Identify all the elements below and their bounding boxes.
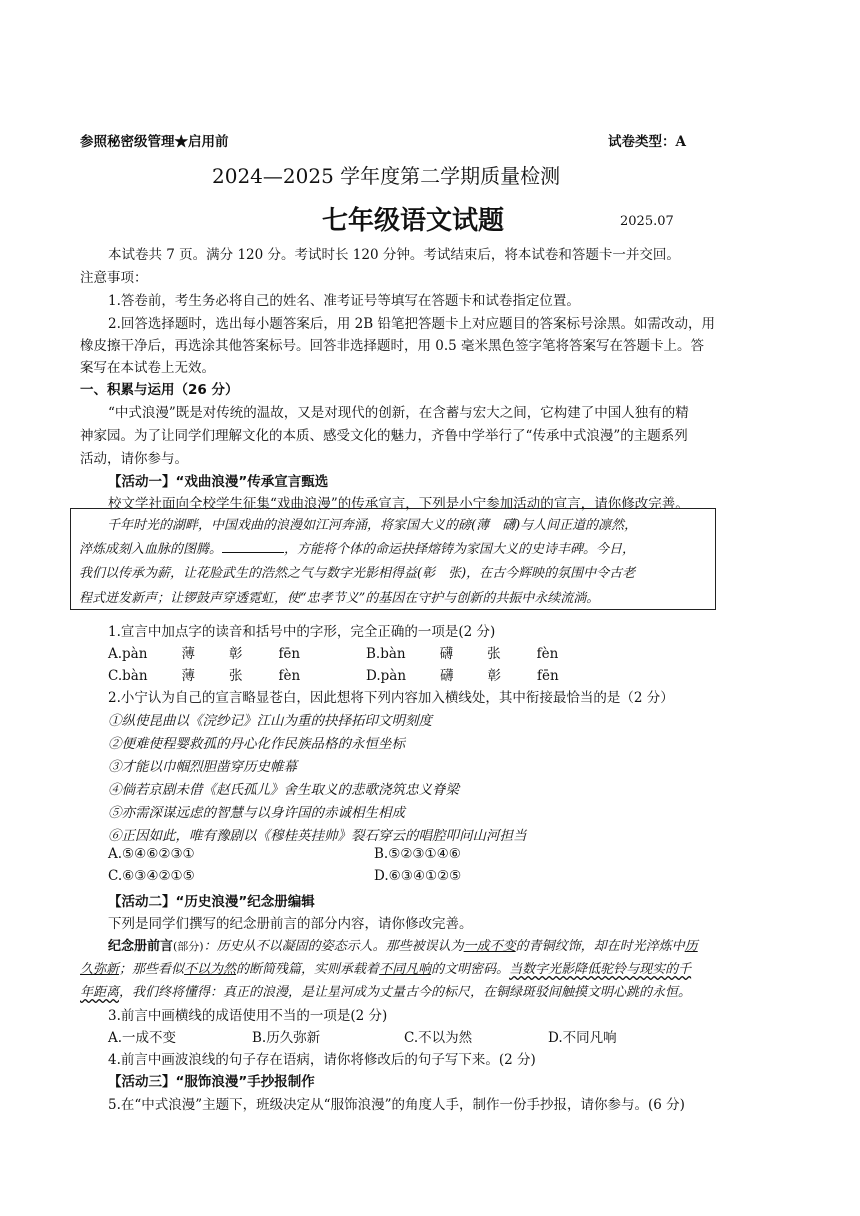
activity-2-heading: 【活动二】“历史浪漫”纪念册编辑 <box>108 894 315 910</box>
q1-option-d: D.pàn 礴 彰 fēn <box>366 668 559 684</box>
exam-date: 2025.07 <box>620 214 674 229</box>
q2-option-c: C.⑥③④②①⑤ <box>108 868 195 884</box>
passage-line-2-start: 淬炼成刻入血脉的图腾。 <box>79 542 223 557</box>
paper-type: 试卷类型：A <box>608 134 686 150</box>
q1-option-a: A.pàn 薄 彰 fēn <box>108 646 301 662</box>
q2-option-d: D.⑥③④①②⑤ <box>374 868 462 884</box>
q2-item-4: ④倘若京剧未借《赵氏孤儿》舍生取义的悲歌浇筑忠义脊梁 <box>108 782 459 798</box>
activity-1-desc: 校文学社面向全校学生征集“戏曲浪漫”的传承宣言，下列是小宁参加活动的宣言，请你修改完善。 <box>108 496 689 512</box>
idiom-1: 一成不变 <box>463 939 516 954</box>
idiom-2-end: 久弥新 <box>80 962 120 977</box>
q2-item-3: ③才能以巾帼烈胆凿穿历史帷幕 <box>108 759 297 775</box>
activity-2-desc: 下列是同学们撰写的纪念册前言的部分内容，请你修改完善。 <box>108 916 473 932</box>
question-1-stem: 1.宣言中加点字的读音和括号中的字形，完全正确的一项是(2 分) <box>108 624 496 640</box>
passage-line-1: 千年时光的湖畔，中国戏曲的浪漫如江河奔涌，将家国大义的磅(薄 礴)与人间正道的凛然， <box>107 518 638 533</box>
wavy-sentence-end: 年距离 <box>80 985 120 1000</box>
q2-option-b: B.⑤②③①④⑥ <box>374 846 461 862</box>
fill-in-blank <box>222 540 284 553</box>
q2-item-1: ①纵使昆曲以《浣纱记》江山为重的抉择拓印文明刻度 <box>108 713 432 729</box>
section-1-heading: 一、积累与运用（26 分） <box>80 382 239 398</box>
page-title: 七年级语文试题 <box>322 206 505 236</box>
activity-1-heading: 【活动一】“戏曲浪漫”传承宣言甄选 <box>108 474 329 490</box>
q2-item-6: ⑥正因如此，唯有豫剧以《穆桂英挂帅》裂石穿云的唱腔叩问山河担当 <box>108 828 527 844</box>
declaration-passage <box>70 508 716 610</box>
question-5-stem: 5.在“中式浪漫”主题下，班级决定从“服饰浪漫”的角度人手，制作一份手抄报，请你参与。(6 分) <box>108 1097 685 1113</box>
q3-option-a: A.一成不变 <box>108 1030 177 1046</box>
secret-level: 参照秘密级管理★启用前 <box>80 134 229 150</box>
q1-option-b: B.bàn 礴 张 fèn <box>366 646 559 662</box>
preface-line-1: 纪念册前言(部分)：历史从不以凝固的姿态示人。那些被误认为一成不变的青铜纹饰，却在时光淬炼中历 <box>108 939 698 954</box>
passage-line-2-end: ，方能将个体的命运抉择熔铸为家国大义的史诗丰碑。今日， <box>284 542 636 557</box>
notice-item-2-line-1: 2.回答选择题时，选出每小题答案后，用 2B 铅笔把答题卡上对应题目的答案标号涂黑。如需改动，用 <box>108 316 715 332</box>
q3-option-b: B.历久弥新 <box>252 1030 321 1046</box>
wavy-sentence-start: 当数字光影降低驼铃与现实的千 <box>509 962 692 977</box>
exam-intro: 本试卷共 7 页。满分 120 分。考试时长 120 分钟。考试结束后，将本试卷和答题卡一并交回。 <box>108 247 680 263</box>
idiom-3: 不以为然 <box>184 962 237 977</box>
idiom-4: 不同凡响 <box>379 962 432 977</box>
activity-3-heading: 【活动三】“服饰浪漫”手抄报制作 <box>108 1074 315 1090</box>
passage-line-3: 我们以传承为薪，让花脸武生的浩然之气与数字光影相得益(彰 张)，在古今辉映的氛围中令古老 <box>79 566 636 581</box>
q1-option-c: C.bàn 薄 张 fèn <box>108 668 301 684</box>
section-1-intro-line-2: 神家园。为了让同学们理解文化的本质、感受文化的魅力，齐鲁中学举行了“传承中式浪漫”的主题系列 <box>80 428 688 444</box>
preface-label: 纪念册前言 <box>108 939 174 954</box>
passage-line-2 <box>79 538 635 557</box>
question-2-stem: 2.小宁认为自己的宣言略显苍白，因此想将下列内容加入横线处，其中衔接最恰当的是（2 分） <box>108 690 674 706</box>
notice-item-1: 1.答卷前，考生务必将自己的姓名、准考证号等填写在答题卡和试卷指定位置。 <box>108 293 580 309</box>
q2-item-5: ⑤亦需深谋远虑的智慧与以身许国的赤诚相生相成 <box>108 805 405 821</box>
passage-line-4: 程式迸发新声；让锣鼓声穿透霓虹，使“忠孝节义”的基因在守护与创新的共振中永续流淌。 <box>79 591 600 606</box>
q3-option-d: D.不同凡响 <box>548 1030 617 1046</box>
section-1-intro-line-1: “中式浪漫”既是对传统的温故，又是对现代的创新，在含蓄与宏大之间，它构建了中国人独有的精 <box>108 405 689 421</box>
q2-item-2: ②便难使程婴救孤的丹心化作民族品格的永恒坐标 <box>108 736 405 752</box>
notice-heading: 注意事项： <box>80 270 148 286</box>
q3-option-c: C.不以为然 <box>404 1030 473 1046</box>
notice-item-2-line-3: 案写在本试卷上无效。 <box>80 360 215 376</box>
preface-line-2: 久弥新；那些看似不以为然的断简残篇，实则承载着不同凡响的文明密码。当数字光影降低驼铃与现实的千 <box>80 962 692 977</box>
q2-option-a: A.⑤④⑥②③① <box>108 846 195 862</box>
preface-line-3: 年距离，我们终将懂得：真正的浪漫，是让星河成为丈量古今的标尺，在铜绿斑驳间触摸文明心跳的永恒。 <box>80 985 692 1000</box>
question-3-stem: 3.前言中画横线的成语使用不当的一项是(2 分) <box>108 1008 388 1024</box>
preface-label-note: (部分) <box>173 940 204 953</box>
exam-year-title: 2024—2025 学年度第二学期质量检测 <box>212 164 561 188</box>
section-1-intro-line-3: 活动，请你参与。 <box>80 451 188 467</box>
idiom-2-start: 历 <box>684 939 698 954</box>
question-4-stem: 4.前言中画波浪线的句子存在语病，请你将修改后的句子写下来。(2 分) <box>108 1052 536 1068</box>
notice-item-2-line-2: 橡皮擦干净后，再选涂其他答案标号。回答非选择题时，用 0.5 毫米黑色签字笔将答案写在答题卡上。答 <box>80 338 705 354</box>
